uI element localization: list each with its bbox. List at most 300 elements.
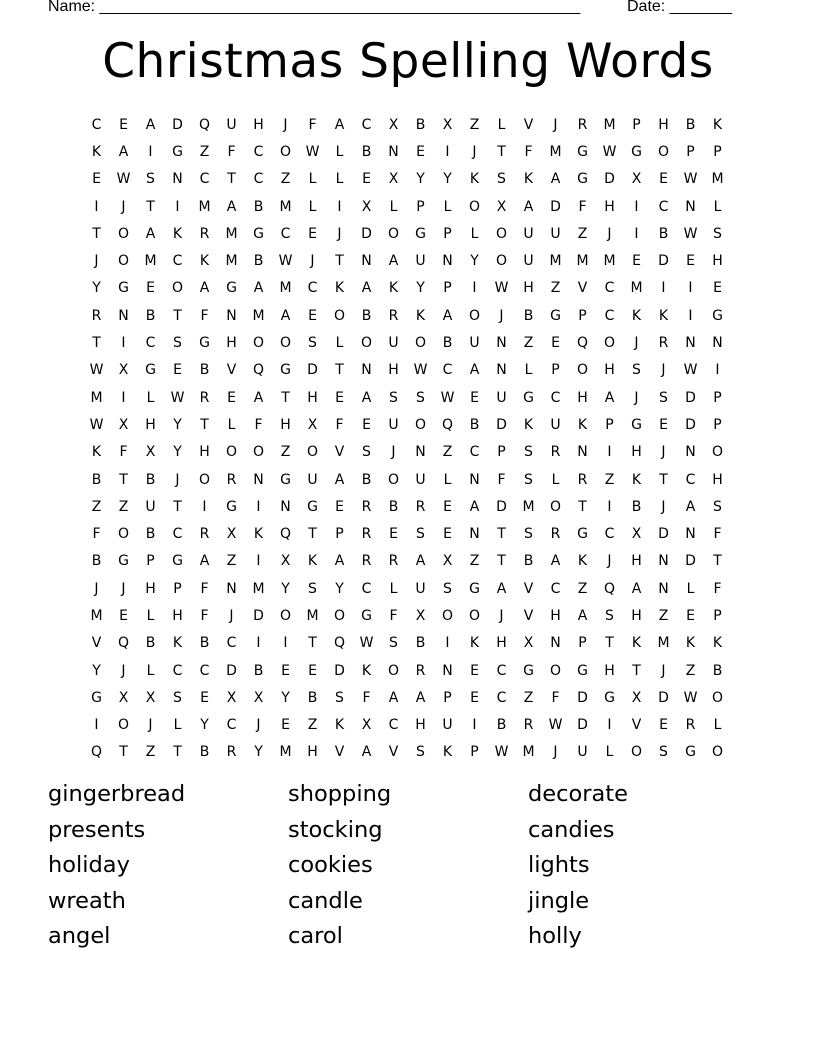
grid-letter: D bbox=[685, 416, 696, 433]
grid-letter: G bbox=[577, 171, 588, 188]
grid-letter: V bbox=[226, 362, 237, 379]
grid-letter: X bbox=[307, 416, 318, 433]
grid-letter: C bbox=[361, 580, 372, 597]
grid-row bbox=[83, 548, 731, 575]
grid-letter: T bbox=[173, 744, 182, 761]
grid-letter: A bbox=[523, 198, 534, 215]
word-list-item: lights bbox=[528, 852, 590, 879]
name-field-label: Name: ______________________________________________________ bbox=[48, 0, 581, 15]
grid-letter: H bbox=[496, 635, 507, 652]
grid-letter: A bbox=[145, 225, 156, 242]
grid-letter: Y bbox=[335, 580, 344, 597]
grid-letter: A bbox=[496, 580, 507, 597]
grid-letter: N bbox=[496, 335, 507, 352]
grid-letter: G bbox=[550, 307, 561, 324]
grid-letter: C bbox=[199, 662, 210, 679]
grid-letter: O bbox=[657, 143, 670, 160]
grid-row bbox=[83, 439, 731, 466]
grid-letter: A bbox=[334, 116, 345, 133]
grid-letter: U bbox=[226, 116, 237, 133]
grid-letter: Y bbox=[470, 253, 479, 270]
grid-letter: S bbox=[146, 171, 155, 188]
grid-letter: C bbox=[307, 280, 318, 297]
grid-letter: W bbox=[683, 225, 698, 242]
grid-letter: E bbox=[146, 280, 155, 297]
grid-letter: T bbox=[497, 526, 506, 543]
grid-letter: H bbox=[388, 362, 399, 379]
grid-letter: G bbox=[361, 607, 372, 624]
grid-letter: Q bbox=[576, 335, 589, 352]
grid-letter: S bbox=[416, 744, 425, 761]
grid-letter: E bbox=[335, 498, 344, 515]
grid-letter: J bbox=[553, 116, 558, 133]
grid-row bbox=[83, 166, 731, 193]
grid-letter: E bbox=[659, 717, 668, 734]
grid-letter: M bbox=[279, 198, 292, 215]
grid-row bbox=[83, 357, 731, 384]
grid-letter: H bbox=[604, 362, 615, 379]
grid-letter: C bbox=[604, 280, 615, 297]
grid-letter: Z bbox=[469, 553, 480, 570]
grid-letter: F bbox=[524, 143, 533, 160]
grid-letter: B bbox=[145, 471, 156, 488]
grid-letter: K bbox=[442, 744, 453, 761]
grid-letter: P bbox=[551, 362, 560, 379]
grid-letter: V bbox=[523, 607, 534, 624]
grid-letter: Y bbox=[254, 744, 263, 761]
grid-letter: L bbox=[605, 744, 614, 761]
grid-letter: T bbox=[173, 307, 182, 324]
grid-letter: N bbox=[118, 307, 129, 324]
grid-letter: G bbox=[226, 498, 237, 515]
grid-letter: L bbox=[173, 717, 182, 734]
grid-letter: L bbox=[443, 198, 452, 215]
grid-letter: O bbox=[468, 307, 481, 324]
grid-letter: H bbox=[172, 607, 183, 624]
grid-letter: A bbox=[361, 389, 372, 406]
grid-letter: B bbox=[199, 744, 210, 761]
grid-row bbox=[83, 657, 731, 684]
grid-letter: K bbox=[712, 635, 723, 652]
grid-letter: L bbox=[713, 717, 722, 734]
grid-letter: B bbox=[361, 307, 372, 324]
grid-letter: I bbox=[337, 198, 342, 215]
grid-letter: V bbox=[631, 717, 642, 734]
grid-letter: C bbox=[199, 171, 210, 188]
grid-letter: L bbox=[470, 225, 479, 242]
grid-letter: L bbox=[308, 171, 317, 188]
grid-letter: P bbox=[578, 635, 587, 652]
grid-letter: A bbox=[685, 498, 696, 515]
grid-letter: E bbox=[173, 362, 182, 379]
grid-letter: T bbox=[659, 471, 668, 488]
grid-row bbox=[83, 138, 731, 165]
grid-letter: A bbox=[226, 198, 237, 215]
grid-letter: A bbox=[631, 580, 642, 597]
grid-letter: E bbox=[281, 717, 290, 734]
grid-letter: G bbox=[685, 744, 696, 761]
grid-letter: J bbox=[121, 198, 126, 215]
grid-letter: X bbox=[496, 198, 507, 215]
grid-letter: S bbox=[659, 389, 668, 406]
grid-letter: C bbox=[496, 689, 507, 706]
grid-letter: J bbox=[661, 498, 666, 515]
grid-letter: O bbox=[279, 335, 292, 352]
grid-letter: V bbox=[577, 280, 588, 297]
grid-letter: O bbox=[171, 280, 184, 297]
word-list-item: holly bbox=[528, 923, 582, 950]
grid-letter: I bbox=[607, 498, 612, 515]
grid-letter: T bbox=[632, 662, 641, 679]
grid-letter: X bbox=[118, 362, 129, 379]
grid-letter: B bbox=[388, 498, 399, 515]
grid-letter: A bbox=[604, 389, 615, 406]
grid-letter: I bbox=[445, 635, 450, 652]
grid-letter: V bbox=[523, 116, 534, 133]
grid-letter: X bbox=[442, 553, 453, 570]
grid-letter: N bbox=[361, 253, 372, 270]
grid-letter: M bbox=[279, 280, 292, 297]
grid-letter: H bbox=[226, 335, 237, 352]
grid-letter: X bbox=[388, 171, 399, 188]
grid-letter: C bbox=[253, 171, 264, 188]
word-list-item: stocking bbox=[288, 816, 383, 843]
grid-letter: A bbox=[415, 689, 426, 706]
grid-letter: R bbox=[226, 471, 237, 488]
grid-letter: O bbox=[252, 444, 265, 461]
grid-letter: N bbox=[253, 471, 264, 488]
grid-row bbox=[83, 247, 731, 274]
grid-letter: T bbox=[308, 526, 317, 543]
grid-letter: X bbox=[118, 416, 129, 433]
grid-letter: E bbox=[443, 498, 452, 515]
grid-letter: T bbox=[92, 225, 101, 242]
grid-letter: C bbox=[685, 471, 696, 488]
grid-letter: J bbox=[391, 444, 396, 461]
grid-letter: I bbox=[661, 280, 666, 297]
date-field-label: Date: _______ bbox=[627, 0, 732, 15]
grid-letter: G bbox=[199, 335, 210, 352]
grid-letter: W bbox=[278, 253, 293, 270]
grid-letter: B bbox=[685, 116, 696, 133]
grid-letter: J bbox=[121, 662, 126, 679]
grid-letter: X bbox=[280, 553, 291, 570]
grid-letter: W bbox=[683, 689, 698, 706]
grid-letter: Q bbox=[90, 744, 103, 761]
grid-letter: A bbox=[469, 362, 480, 379]
grid-letter: N bbox=[685, 444, 696, 461]
grid-letter: N bbox=[685, 526, 696, 543]
grid-letter: E bbox=[659, 416, 668, 433]
grid-letter: L bbox=[227, 416, 236, 433]
grid-letter: S bbox=[308, 580, 317, 597]
grid-letter: N bbox=[226, 307, 237, 324]
grid-letter: X bbox=[523, 635, 534, 652]
grid-letter: X bbox=[226, 689, 237, 706]
grid-letter: K bbox=[199, 253, 210, 270]
grid-letter: B bbox=[523, 307, 534, 324]
grid-letter: Y bbox=[173, 416, 182, 433]
grid-letter: K bbox=[253, 526, 264, 543]
grid-letter: X bbox=[253, 689, 264, 706]
grid-letter: K bbox=[523, 171, 534, 188]
grid-letter: L bbox=[335, 171, 344, 188]
grid-letter: T bbox=[578, 498, 587, 515]
grid-letter: N bbox=[469, 526, 480, 543]
grid-letter: Z bbox=[577, 225, 588, 242]
grid-letter: S bbox=[416, 389, 425, 406]
grid-letter: O bbox=[333, 607, 346, 624]
grid-letter: Z bbox=[577, 580, 588, 597]
grid-letter: M bbox=[306, 607, 319, 624]
grid-letter: O bbox=[306, 444, 319, 461]
grid-letter: O bbox=[495, 225, 508, 242]
grid-letter: J bbox=[229, 607, 234, 624]
grid-letter: W bbox=[116, 171, 131, 188]
grid-letter: J bbox=[94, 253, 99, 270]
grid-letter: O bbox=[252, 335, 265, 352]
grid-letter: E bbox=[308, 225, 317, 242]
grid-letter: Y bbox=[416, 280, 425, 297]
grid-letter: B bbox=[253, 253, 264, 270]
grid-letter: G bbox=[523, 662, 534, 679]
grid-letter: I bbox=[121, 389, 126, 406]
grid-letter: I bbox=[634, 198, 639, 215]
grid-letter: I bbox=[607, 717, 612, 734]
grid-letter: P bbox=[605, 416, 614, 433]
grid-letter: I bbox=[256, 553, 261, 570]
word-list-item: angel bbox=[48, 923, 111, 950]
grid-letter: O bbox=[549, 498, 562, 515]
grid-letter: N bbox=[442, 662, 453, 679]
grid-row bbox=[83, 220, 731, 247]
grid-letter: H bbox=[631, 553, 642, 570]
grid-letter: D bbox=[577, 717, 588, 734]
grid-letter: N bbox=[685, 198, 696, 215]
grid-letter: F bbox=[254, 416, 263, 433]
grid-letter: N bbox=[550, 635, 561, 652]
grid-letter: K bbox=[685, 635, 696, 652]
grid-letter: I bbox=[634, 225, 639, 242]
grid-letter: D bbox=[496, 498, 507, 515]
grid-letter: C bbox=[253, 143, 264, 160]
grid-letter: A bbox=[361, 744, 372, 761]
grid-letter: J bbox=[607, 553, 612, 570]
grid-letter: F bbox=[713, 526, 722, 543]
grid-letter: M bbox=[522, 744, 535, 761]
grid-letter: F bbox=[713, 580, 722, 597]
grid-letter: O bbox=[414, 416, 427, 433]
grid-letter: G bbox=[712, 307, 723, 324]
word-list-item: carol bbox=[288, 923, 343, 950]
grid-letter: A bbox=[199, 280, 210, 297]
grid-letter: M bbox=[603, 253, 616, 270]
grid-letter: S bbox=[335, 689, 344, 706]
grid-letter: A bbox=[361, 280, 372, 297]
grid-letter: O bbox=[495, 253, 508, 270]
grid-letter: W bbox=[305, 143, 320, 160]
grid-letter: R bbox=[361, 553, 372, 570]
grid-row bbox=[83, 384, 731, 411]
word-list-item: decorate bbox=[528, 781, 628, 807]
grid-letter: T bbox=[308, 635, 317, 652]
grid-letter: U bbox=[388, 416, 399, 433]
grid-letter: U bbox=[388, 335, 399, 352]
grid-letter: D bbox=[685, 389, 696, 406]
grid-letter: A bbox=[253, 280, 264, 297]
grid-letter: O bbox=[387, 662, 400, 679]
grid-letter: O bbox=[711, 744, 724, 761]
grid-letter: M bbox=[522, 498, 535, 515]
grid-letter: F bbox=[200, 307, 209, 324]
grid-letter: O bbox=[711, 444, 724, 461]
grid-letter: S bbox=[713, 498, 722, 515]
grid-letter: D bbox=[361, 225, 372, 242]
grid-letter: R bbox=[199, 389, 210, 406]
grid-letter: V bbox=[334, 444, 345, 461]
grid-letter: X bbox=[361, 198, 372, 215]
grid-letter: M bbox=[225, 225, 238, 242]
grid-letter: E bbox=[308, 662, 317, 679]
grid-letter: O bbox=[360, 335, 373, 352]
grid-letter: Y bbox=[416, 171, 425, 188]
grid-letter: W bbox=[359, 635, 374, 652]
grid-letter: J bbox=[661, 362, 666, 379]
grid-letter: W bbox=[683, 171, 698, 188]
grid-letter: G bbox=[604, 689, 615, 706]
grid-letter: M bbox=[657, 635, 670, 652]
grid-letter: L bbox=[524, 362, 533, 379]
grid-letter: U bbox=[415, 253, 426, 270]
grid-letter: H bbox=[712, 253, 723, 270]
grid-letter: G bbox=[118, 280, 129, 297]
grid-letter: L bbox=[686, 580, 695, 597]
grid-letter: Y bbox=[443, 171, 452, 188]
grid-letter: H bbox=[712, 471, 723, 488]
grid-letter: A bbox=[550, 553, 561, 570]
grid-letter: W bbox=[89, 362, 104, 379]
grid-letter: O bbox=[468, 198, 481, 215]
grid-letter: A bbox=[388, 253, 399, 270]
grid-letter: T bbox=[92, 335, 101, 352]
grid-letter: V bbox=[91, 635, 102, 652]
grid-letter: L bbox=[551, 471, 560, 488]
grid-letter: I bbox=[94, 717, 99, 734]
grid-letter: S bbox=[632, 362, 641, 379]
grid-letter: V bbox=[523, 580, 534, 597]
grid-letter: O bbox=[549, 662, 562, 679]
grid-letter: I bbox=[121, 335, 126, 352]
grid-letter: I bbox=[202, 498, 207, 515]
grid-letter: M bbox=[144, 253, 157, 270]
grid-letter: Z bbox=[280, 171, 291, 188]
grid-letter: W bbox=[440, 389, 455, 406]
grid-letter: K bbox=[523, 416, 534, 433]
grid-letter: J bbox=[337, 225, 342, 242]
grid-letter: B bbox=[199, 362, 210, 379]
grid-letter: A bbox=[469, 498, 480, 515]
grid-letter: P bbox=[713, 389, 722, 406]
grid-letter: U bbox=[145, 498, 156, 515]
grid-letter: H bbox=[523, 280, 534, 297]
grid-letter: Z bbox=[685, 662, 696, 679]
grid-letter: G bbox=[631, 416, 642, 433]
grid-letter: H bbox=[604, 198, 615, 215]
grid-letter: Q bbox=[198, 116, 211, 133]
grid-letter: S bbox=[605, 607, 614, 624]
grid-letter: Z bbox=[523, 335, 534, 352]
grid-letter: X bbox=[415, 607, 426, 624]
grid-letter: G bbox=[523, 389, 534, 406]
grid-letter: F bbox=[200, 580, 209, 597]
grid-letter: D bbox=[658, 253, 669, 270]
word-list-item: cookies bbox=[288, 852, 373, 879]
grid-letter: G bbox=[577, 526, 588, 543]
grid-letter: M bbox=[198, 198, 211, 215]
grid-letter: K bbox=[307, 553, 318, 570]
grid-letter: G bbox=[577, 662, 588, 679]
grid-letter: Z bbox=[442, 444, 453, 461]
grid-letter: O bbox=[576, 362, 589, 379]
grid-letter: L bbox=[389, 580, 398, 597]
grid-letter: B bbox=[415, 635, 426, 652]
grid-letter: I bbox=[94, 198, 99, 215]
grid-letter: A bbox=[442, 307, 453, 324]
word-list-item: wreath bbox=[48, 887, 126, 914]
grid-letter: P bbox=[443, 280, 452, 297]
grid-letter: J bbox=[553, 744, 558, 761]
grid-letter: C bbox=[226, 717, 237, 734]
grid-letter: H bbox=[577, 389, 588, 406]
grid-letter: I bbox=[445, 143, 450, 160]
grid-letter: Q bbox=[117, 635, 130, 652]
grid-letter: A bbox=[388, 689, 399, 706]
grid-letter: G bbox=[280, 471, 291, 488]
grid-row bbox=[83, 111, 731, 138]
grid-letter: M bbox=[90, 389, 103, 406]
grid-row bbox=[83, 684, 731, 711]
grid-letter: M bbox=[90, 607, 103, 624]
grid-letter: S bbox=[443, 580, 452, 597]
grid-letter: H bbox=[631, 607, 642, 624]
grid-letter: T bbox=[119, 744, 128, 761]
grid-letter: T bbox=[281, 389, 290, 406]
grid-letter: S bbox=[389, 389, 398, 406]
grid-letter: Y bbox=[200, 717, 209, 734]
grid-letter: N bbox=[469, 471, 480, 488]
grid-letter: K bbox=[334, 280, 345, 297]
word-list-item: presents bbox=[48, 816, 146, 843]
grid-letter: H bbox=[550, 607, 561, 624]
grid-row bbox=[83, 575, 731, 602]
grid-letter: H bbox=[307, 389, 318, 406]
grid-letter: R bbox=[388, 307, 399, 324]
grid-letter: O bbox=[387, 225, 400, 242]
grid-letter: Z bbox=[307, 717, 318, 734]
grid-letter: C bbox=[388, 717, 399, 734]
grid-row bbox=[83, 493, 731, 520]
grid-letter: O bbox=[117, 253, 130, 270]
word-list-item: shopping bbox=[288, 781, 392, 807]
grid-letter: Y bbox=[281, 689, 290, 706]
grid-letter: D bbox=[550, 198, 561, 215]
grid-letter: P bbox=[686, 143, 695, 160]
grid-letter: S bbox=[389, 635, 398, 652]
grid-letter: Q bbox=[333, 635, 346, 652]
grid-letter: M bbox=[603, 116, 616, 133]
grid-letter: C bbox=[658, 198, 669, 215]
grid-letter: X bbox=[145, 689, 156, 706]
